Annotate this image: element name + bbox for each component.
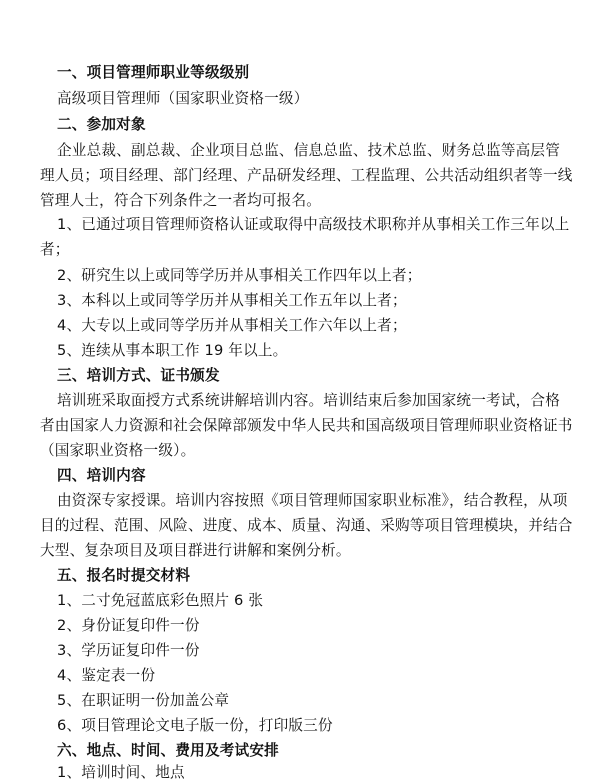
section-2-paragraph-line-1: 企业总裁、副总裁、企业项目总监、信息总监、技术总监、财务总监等高层管 [57, 142, 560, 159]
condition-1-line-1: 1、已通过项目管理师资格认证或取得中高级技术职称并从事相关工作三年以上 [57, 216, 570, 233]
condition-1-line-2: 者； [40, 241, 70, 258]
section-1-heading: 一、项目管理师职业等级级别 [57, 64, 250, 81]
section-2-paragraph-line-2: 理人员；项目经理、部门经理、产品研发经理、工程监理、公共活动组织者等一线 [40, 167, 573, 184]
section-3-line-2: 者由国家人力资源和社会保障部颁发中华人民共和国高级项目管理师职业资格证书 [40, 417, 573, 434]
section-2-heading: 二、参加对象 [57, 116, 146, 133]
condition-5: 5、连续从事本职工作 19 年以上。 [57, 342, 288, 359]
arrangement-1: 1、培训时间、地点 [57, 764, 185, 781]
condition-3: 3、本科以上或同等学历并从事相关工作五年以上者； [57, 292, 407, 309]
section-2-paragraph-line-3: 管理人士，符合下列条件之一者均可报名。 [40, 192, 322, 209]
material-6: 6、项目管理论文电子版一份，打印版三份 [57, 717, 333, 734]
section-3-heading: 三、培训方式、证书颁发 [57, 367, 220, 384]
material-1: 1、二寸免冠蓝底彩色照片 6 张 [57, 592, 264, 609]
section-3-line-1: 培训班采取面授方式系统讲解培训内容。培训结束后参加国家统一考试，合格 [57, 392, 560, 409]
section-6-heading: 六、地点、时间、费用及考试安排 [57, 742, 279, 759]
condition-2: 2、研究生以上或同等学历并从事相关工作四年以上者； [57, 267, 422, 284]
section-3-line-3: （国家职业资格一级）。 [40, 442, 196, 459]
section-4-heading: 四、培训内容 [57, 467, 146, 484]
material-2: 2、身份证复印件一份 [57, 617, 200, 634]
condition-4: 4、大专以上或同等学历并从事相关工作六年以上者； [57, 317, 407, 334]
material-3: 3、学历证复印件一份 [57, 642, 200, 659]
section-4-line-2: 目的过程、范围、风险、进度、成本、质量、沟通、采购等项目管理模块，并结合 [40, 517, 573, 534]
section-1-body: 高级项目管理师（国家职业资格一级） [57, 90, 309, 107]
section-5-heading: 五、报名时提交材料 [57, 567, 191, 584]
section-4-line-1: 由资深专家授课。培训内容按照《项目管理师国家职业标准》，结合教程，从项 [57, 492, 568, 509]
material-5: 5、在职证明一份加盖公章 [57, 692, 230, 709]
material-4: 4、鉴定表一份 [57, 667, 156, 684]
section-4-line-3: 大型、复杂项目及项目群进行讲解和案例分析。 [40, 542, 351, 559]
